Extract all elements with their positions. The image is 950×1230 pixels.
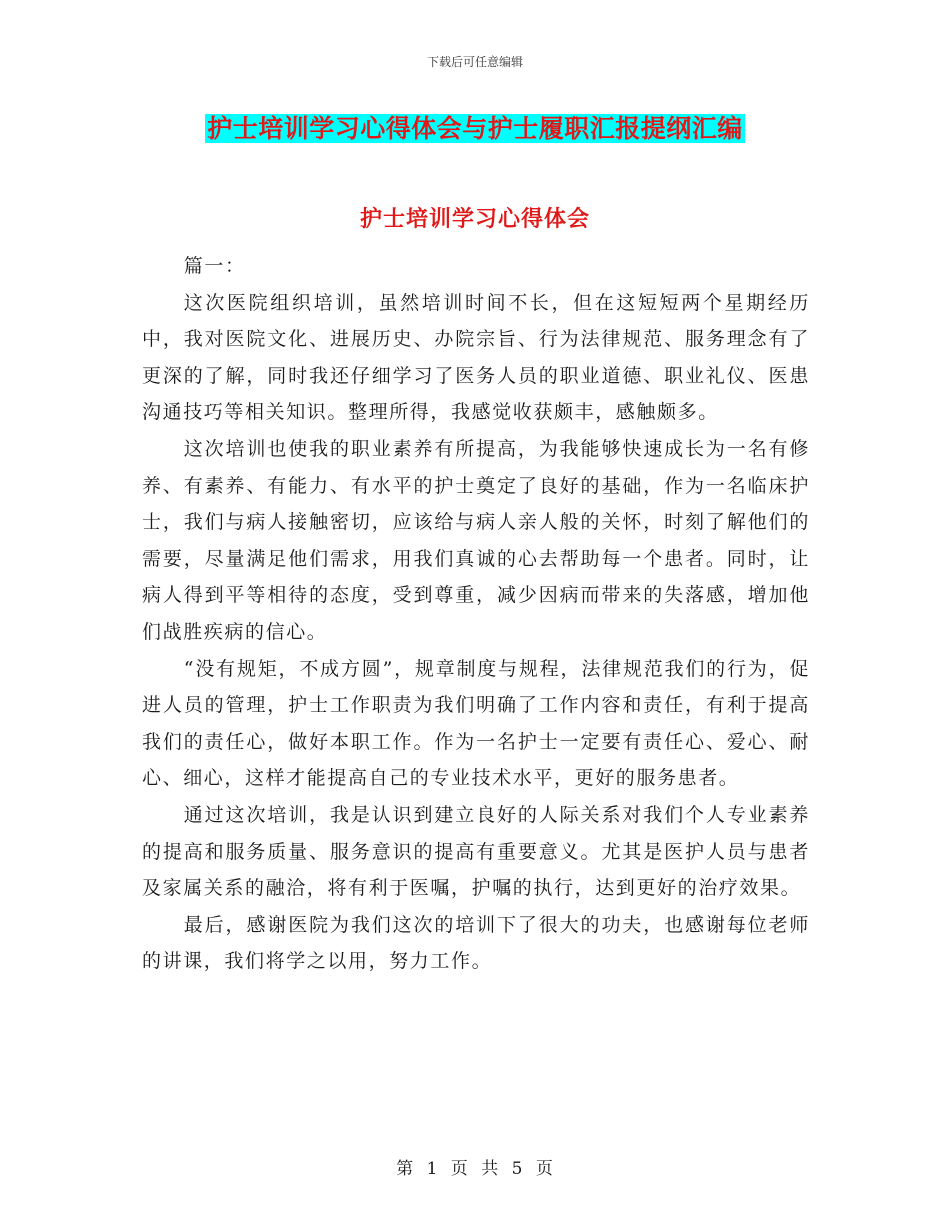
body-paragraph: 通过这次培训，我是认识到建立良好的人际关系对我们个人专业素养的提高和服务质量、服务意识的提高有重要意义。尤其是医护人员与患者及家属关系的融洽，将有利于医嘱，护嘱的执行，达到更好的治疗效果。 xyxy=(142,803,810,900)
body-paragraph: “没有规矩，不成方圆”，规章制度与规程，法律规范我们的行为，促进人员的管理，护士工作职责为我们明确了工作内容和责任，有利于提高我们的责任心，做好本职工作。作为一名护士一定要有责任心、爱心、耐心、细心，这样才能提高自己的专业技术水平，更好的服务患者。 xyxy=(142,657,810,790)
page-number-footer: 第 1 页 共 5 页 xyxy=(396,1159,554,1179)
section-title: 护士培训学习心得体会 xyxy=(359,206,590,232)
document-body xyxy=(142,248,810,980)
document-title xyxy=(0,112,950,146)
body-paragraph: 这次培训也使我的职业素养有所提高，为我能够快速成长为一名有修养、有素养、有能力、有水平的护士奠定了良好的基础，作为一名临床护士，我们与病人接触密切，应该给与病人亲人般的关怀，时刻了解他们的需要，尽量满足他们需求，用我们真诚的心去帮助每一个患者。同时，让病人得到平等相待的态度，受到尊重，减少因病而带来的失落感，增加他们战胜疾病的信心。 xyxy=(142,437,810,643)
paragraph-label: 篇一： xyxy=(183,255,246,277)
document-title-text: 护士培训学习心得体会与护士履职汇报提纲汇编 xyxy=(207,114,743,143)
body-paragraph: 最后，感谢医院为我们这次的培训下了很大的功夫，也感谢每位老师的讲课，我们将学之以用，努力工作。 xyxy=(142,913,810,973)
body-paragraph: 这次医院组织培训，虽然培训时间不长，但在这短短两个星期经历中，我对医院文化、进展历史、办院宗旨、行为法律规范、服务理念有了更深的了解，同时我还仔细学习了医务人员的职业道德、职业礼仪、医患沟通技巧等相关知识。整理所得，我感觉收获颇丰，感触颇多。 xyxy=(142,291,810,424)
page-header-note: 下载后可任意编辑 xyxy=(426,55,523,69)
